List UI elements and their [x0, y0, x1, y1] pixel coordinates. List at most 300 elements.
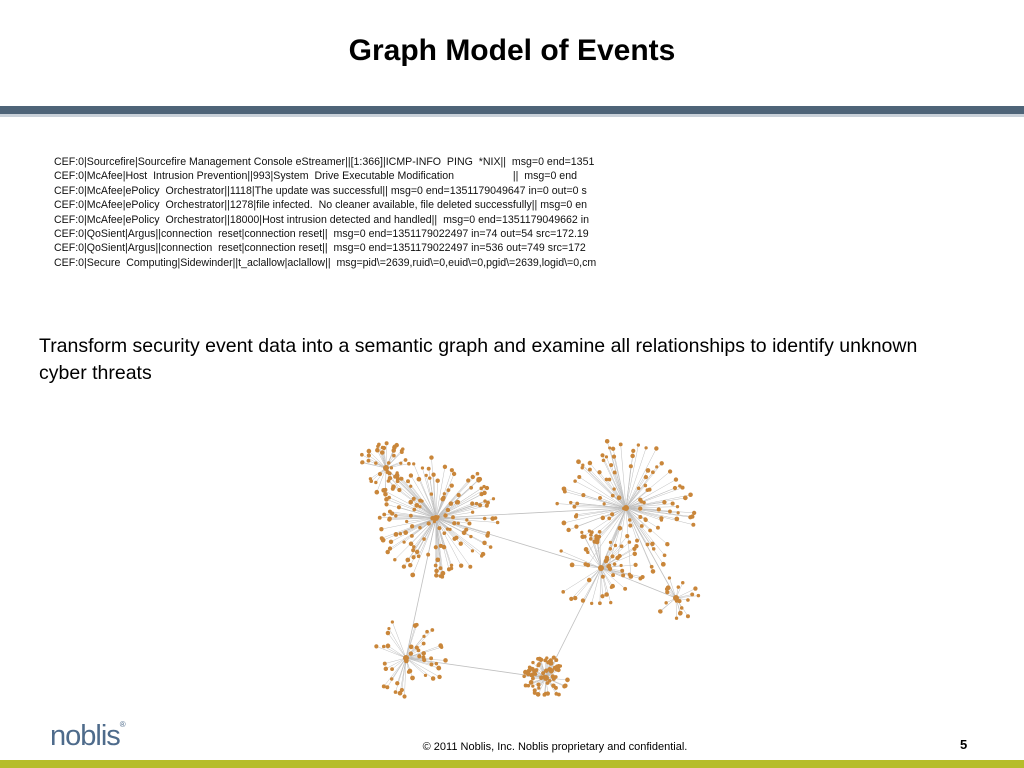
graph-node	[613, 471, 617, 475]
graph-node	[367, 459, 371, 463]
graph-node	[382, 513, 386, 517]
graph-node	[422, 642, 426, 646]
graph-node	[677, 511, 680, 514]
graph-node	[620, 564, 623, 567]
graph-node	[466, 478, 470, 482]
graph-node	[399, 532, 403, 536]
graph-node	[409, 485, 412, 488]
graph-node	[400, 449, 403, 452]
graph-node	[664, 601, 667, 604]
graph-edge	[561, 551, 601, 568]
header-divider-bar	[0, 106, 1024, 114]
header-divider-shadow	[0, 114, 1024, 117]
graph-node	[412, 508, 416, 512]
graph-node	[609, 541, 612, 544]
graph-node	[398, 691, 403, 696]
graph-node	[390, 466, 393, 469]
graph-node	[418, 505, 421, 508]
graph-node	[450, 483, 454, 487]
graph-node	[387, 517, 391, 521]
graph-node	[459, 563, 463, 567]
graph-node	[603, 502, 606, 505]
graph-node	[562, 684, 566, 688]
graph-node	[683, 496, 688, 501]
graph-node	[530, 667, 533, 670]
graph-node	[374, 490, 379, 495]
graph-node	[605, 556, 609, 560]
graph-node	[386, 644, 391, 649]
graph-node	[402, 564, 406, 568]
graph-node	[644, 446, 647, 449]
graph-node	[536, 692, 541, 697]
graph-edge	[676, 596, 698, 598]
graph-node	[531, 677, 535, 681]
graph-node	[406, 479, 410, 483]
graph-edge	[392, 622, 406, 658]
graph-node	[655, 465, 658, 468]
graph-node	[434, 573, 439, 578]
graph-node	[662, 500, 666, 504]
graph-node	[663, 553, 667, 557]
graph-node	[637, 443, 640, 446]
graph-node	[425, 474, 428, 477]
graph-node	[415, 550, 419, 554]
graph-node	[394, 532, 399, 537]
graph-node	[443, 465, 447, 469]
graph-node	[677, 585, 680, 588]
graph-node	[588, 461, 593, 466]
graph-node	[630, 454, 634, 458]
graph-node	[613, 562, 617, 566]
graph-edge	[660, 598, 676, 611]
graph-node	[492, 497, 495, 500]
graph-node	[410, 524, 414, 528]
graph-node	[545, 656, 548, 659]
graph-node	[403, 530, 408, 535]
graph-node	[389, 540, 393, 544]
graph-node	[690, 592, 694, 596]
graph-node	[470, 501, 474, 505]
graph-node	[390, 677, 393, 680]
graph-node	[549, 658, 553, 662]
graph-node	[576, 459, 581, 464]
graph-node	[566, 528, 570, 532]
graph-node	[476, 472, 480, 476]
graph-node	[391, 620, 394, 623]
graph-node	[469, 535, 472, 538]
graph-node	[638, 506, 642, 510]
graph-node	[617, 495, 622, 500]
semantic-graph-image	[346, 428, 736, 710]
graph-node	[383, 488, 387, 492]
graph-node	[601, 516, 606, 521]
graph-node	[609, 463, 613, 467]
graph-node	[378, 472, 382, 476]
graph-node	[375, 448, 380, 453]
graph-node	[596, 538, 599, 541]
graph-node	[527, 684, 531, 688]
graph-node	[443, 658, 448, 663]
graph-node	[640, 524, 644, 528]
graph-node	[580, 531, 583, 534]
graph-node	[369, 477, 372, 480]
graph-node	[415, 623, 419, 627]
graph-node	[439, 566, 443, 570]
graph-node	[390, 667, 394, 671]
graph-node	[577, 475, 581, 479]
graph-node	[446, 508, 450, 512]
graph-node	[468, 565, 472, 569]
graph-node	[618, 526, 623, 531]
graph-node	[376, 445, 379, 448]
graph-node	[442, 531, 446, 535]
graph-node	[671, 502, 675, 506]
graph-node	[597, 470, 601, 474]
graph-node	[573, 479, 577, 483]
registered-mark: ®	[119, 720, 126, 729]
graph-node	[588, 468, 592, 472]
graph-node	[395, 681, 399, 685]
graph-node	[482, 541, 487, 546]
graph-node	[367, 449, 372, 454]
graph-node	[471, 475, 475, 479]
graph-node	[652, 547, 655, 550]
graph-node	[605, 478, 609, 482]
graph-node	[443, 513, 447, 517]
graph-edge	[571, 568, 601, 599]
graph-node	[661, 562, 666, 567]
graph-node	[410, 676, 415, 681]
graph-node	[581, 598, 585, 602]
graph-node	[575, 502, 579, 506]
graph-node	[412, 462, 415, 465]
graph-node	[581, 466, 584, 469]
graph-node	[537, 686, 540, 689]
graph-node	[692, 511, 696, 515]
graph-node	[384, 502, 388, 506]
graph-node	[677, 599, 681, 603]
graph-node	[609, 547, 613, 551]
graph-node	[421, 466, 424, 469]
graph-node	[594, 534, 598, 538]
graph-node	[469, 486, 473, 490]
log-line: CEF:0|Secure Computing|Sidewinder||t_aclallow|aclallow|| msg=pid\=2639,ruid\=0,euid\=0,pgid\=2639,logid\=0,cm	[54, 256, 597, 269]
graph-node	[574, 524, 578, 528]
graph-node	[625, 534, 629, 538]
graph-node	[557, 693, 561, 697]
graph-node	[681, 581, 684, 584]
graph-edge	[564, 508, 626, 523]
graph-node	[471, 549, 474, 552]
graph-node	[409, 542, 414, 547]
log-line: CEF:0|QoSient|Argus||connection reset|connection reset|| msg=0 end=1351179022497 in=536 out=749 src=172	[54, 242, 586, 255]
graph-node	[399, 462, 402, 465]
graph-node	[482, 485, 486, 489]
graph-node	[608, 567, 612, 571]
cef-event-log	[48, 155, 632, 271]
graph-node	[551, 674, 555, 678]
graph-node	[410, 534, 414, 538]
graph-node	[409, 651, 413, 655]
graph-node	[536, 683, 540, 687]
graph-node	[604, 592, 609, 597]
graph-node	[422, 537, 426, 541]
graph-node	[581, 493, 585, 497]
graph-node	[534, 672, 538, 676]
graph-node	[442, 545, 446, 549]
graph-node	[628, 540, 632, 544]
graph-node	[449, 501, 453, 505]
graph-node	[608, 564, 611, 567]
graph-node	[644, 484, 648, 488]
graph-node	[441, 571, 446, 576]
graph-node	[443, 492, 446, 495]
graph-node	[431, 473, 435, 477]
graph-node	[360, 453, 364, 457]
graph-node	[522, 675, 526, 679]
graph-node	[569, 597, 573, 601]
graph-node	[437, 675, 441, 679]
graph-node	[387, 496, 391, 500]
graph-node	[678, 611, 682, 615]
graph-node	[467, 521, 471, 525]
graph-node	[429, 662, 433, 666]
graph-edge	[600, 568, 601, 603]
graph-node	[612, 487, 615, 490]
graph-node	[411, 548, 415, 552]
graph-node	[433, 520, 436, 523]
graph-node	[574, 514, 578, 518]
graph-node	[668, 576, 671, 579]
graph-node	[583, 535, 587, 539]
graph-node	[605, 439, 610, 444]
graph-node	[628, 573, 632, 577]
graph-node	[429, 656, 433, 660]
graph-node	[430, 628, 434, 632]
graph-node	[436, 515, 439, 518]
graph-node	[417, 554, 421, 558]
graph-node	[646, 468, 651, 473]
graph-node	[490, 516, 495, 521]
graph-node	[434, 545, 438, 549]
graph-node	[619, 442, 623, 446]
graph-edge	[546, 568, 601, 678]
graph-node	[462, 530, 467, 535]
graph-node	[573, 596, 577, 600]
graph-node	[547, 667, 552, 672]
graph-node	[418, 526, 422, 530]
graph-node	[640, 500, 644, 504]
graph-node	[680, 606, 684, 610]
graph-node	[610, 584, 615, 589]
graph-node	[628, 518, 631, 521]
graph-node	[402, 694, 406, 698]
graph-node	[631, 449, 635, 453]
graph-node	[391, 487, 395, 491]
graph-node	[583, 562, 587, 566]
graph-node	[425, 630, 429, 634]
graph-node	[572, 505, 576, 509]
graph-node	[600, 594, 604, 598]
graph-node	[637, 487, 641, 491]
graph-node	[635, 539, 639, 543]
graph-node	[429, 455, 433, 459]
graph-node	[496, 521, 500, 525]
graph-node	[407, 462, 411, 466]
graph-node	[657, 507, 661, 511]
graph-node	[428, 476, 432, 480]
graph-node	[417, 477, 422, 482]
graph-node	[408, 563, 412, 567]
graph-node	[394, 514, 398, 518]
graph-node	[651, 470, 655, 474]
graph-node	[383, 492, 388, 497]
graph-node	[388, 476, 392, 480]
graph-node	[697, 594, 700, 597]
graph-node	[446, 527, 449, 530]
slide-description: Transform security event data into a semantic graph and examine all relationships to identify unknown cyber threats	[39, 335, 918, 384]
graph-node	[638, 515, 642, 519]
graph-node	[609, 601, 612, 604]
copyright-notice: © 2011 Noblis, Inc. Noblis proprietary and confidential.	[422, 741, 688, 753]
graph-node	[393, 445, 397, 449]
graph-node	[686, 614, 690, 618]
graph-node	[388, 471, 392, 475]
graph-node	[562, 486, 567, 491]
graph-node	[598, 496, 602, 500]
graph-edge	[386, 443, 387, 468]
graph-node	[455, 501, 459, 505]
graph-node	[482, 491, 486, 495]
graph-node	[544, 692, 548, 696]
graph-node	[675, 617, 678, 620]
graph-node	[629, 464, 633, 468]
graph-node	[409, 514, 413, 518]
graph-node	[431, 676, 436, 681]
graph-node	[485, 504, 489, 508]
graph-node	[634, 544, 638, 548]
graph-node	[531, 684, 534, 687]
graph-node	[602, 459, 606, 463]
graph-node	[440, 497, 445, 502]
graph-node	[489, 545, 493, 549]
graph-node	[410, 573, 415, 578]
graph-node	[537, 662, 541, 666]
graph-node	[457, 522, 460, 525]
graph-node	[388, 510, 392, 514]
graph-edge	[601, 568, 676, 598]
graph-node	[610, 512, 614, 516]
graph-node	[465, 518, 468, 521]
graph-node	[436, 666, 441, 671]
graph-node	[618, 554, 622, 558]
graph-node	[393, 558, 396, 561]
graph-node	[620, 544, 624, 548]
graph-node	[601, 575, 605, 579]
graph-node	[598, 565, 604, 571]
graph-node	[397, 488, 401, 492]
graph-node	[437, 526, 441, 530]
graph-node	[633, 552, 638, 557]
graph-node	[533, 688, 537, 692]
graph-node	[404, 458, 408, 462]
graph-node	[644, 517, 647, 520]
log-line: CEF:0|QoSient|Argus||connection reset|connection reset|| msg=0 end=1351179022497 in=74 out=54 src=172.19	[54, 228, 589, 241]
graph-node	[660, 461, 664, 465]
graph-node	[611, 554, 615, 558]
graph-node	[628, 523, 632, 527]
graph-node	[426, 553, 430, 557]
graph-node	[668, 469, 672, 473]
graph-node	[435, 557, 440, 562]
graph-node	[450, 567, 454, 571]
graph-node	[393, 475, 397, 479]
log-line: CEF:0|McAfee|ePolicy Orchestrator||1118|The update was successful|| msg=0 end=1351179049647 in=0 out=0 s	[54, 184, 587, 197]
graph-node	[620, 569, 624, 573]
graph-node	[668, 509, 672, 513]
graph-node	[367, 453, 371, 457]
log-line: CEF:0|McAfee|ePolicy Orchestrator||1278|file infected. No cleaner available, file deleted successfully|| msg=0 en	[54, 199, 588, 212]
graph-node	[600, 453, 604, 457]
graph-node	[394, 690, 398, 694]
graph-node	[658, 609, 662, 613]
graph-node	[427, 521, 431, 525]
graph-node	[673, 486, 677, 490]
graph-node	[399, 477, 403, 481]
graph-node	[374, 461, 378, 465]
graph-node	[638, 577, 642, 581]
graph-node	[622, 507, 625, 510]
graph-node	[674, 517, 679, 522]
logo-text: noblis	[50, 720, 120, 752]
graph-node	[584, 547, 589, 552]
graph-node	[562, 521, 567, 526]
graph-node	[611, 494, 615, 498]
graph-node	[605, 455, 608, 458]
page-number: 5	[960, 737, 968, 752]
graph-node	[676, 505, 679, 508]
graph-node	[430, 492, 433, 495]
graph-node	[554, 686, 558, 690]
graph-node	[456, 493, 460, 497]
graph-node	[686, 598, 690, 602]
graph-node	[427, 467, 431, 471]
graph-node	[411, 555, 415, 559]
graph-node	[648, 529, 652, 533]
graph-node	[598, 530, 602, 534]
graph-node	[690, 514, 694, 518]
graph-node	[693, 586, 697, 590]
graph-node	[382, 446, 386, 450]
graph-node	[691, 523, 695, 527]
graph-node	[452, 472, 456, 476]
graph-node	[587, 578, 592, 583]
graph-node	[590, 602, 593, 605]
graph-node	[378, 516, 382, 520]
log-line: CEF:0|Sourcefire|Sourcefire Management Console eStreamer||[1:366]|ICMP-INFO PING *NIX|| msg=0 end=1351	[54, 156, 595, 168]
graph-node	[374, 481, 377, 484]
graph-node	[612, 455, 616, 459]
graph-node	[546, 681, 550, 685]
graph-node	[590, 530, 594, 534]
graph-node	[385, 441, 389, 445]
graph-node	[656, 526, 660, 530]
graph-node	[405, 520, 408, 523]
graph-node	[542, 675, 545, 678]
graph-node	[654, 446, 658, 450]
graph-node	[614, 544, 617, 547]
graph-node	[529, 680, 534, 685]
